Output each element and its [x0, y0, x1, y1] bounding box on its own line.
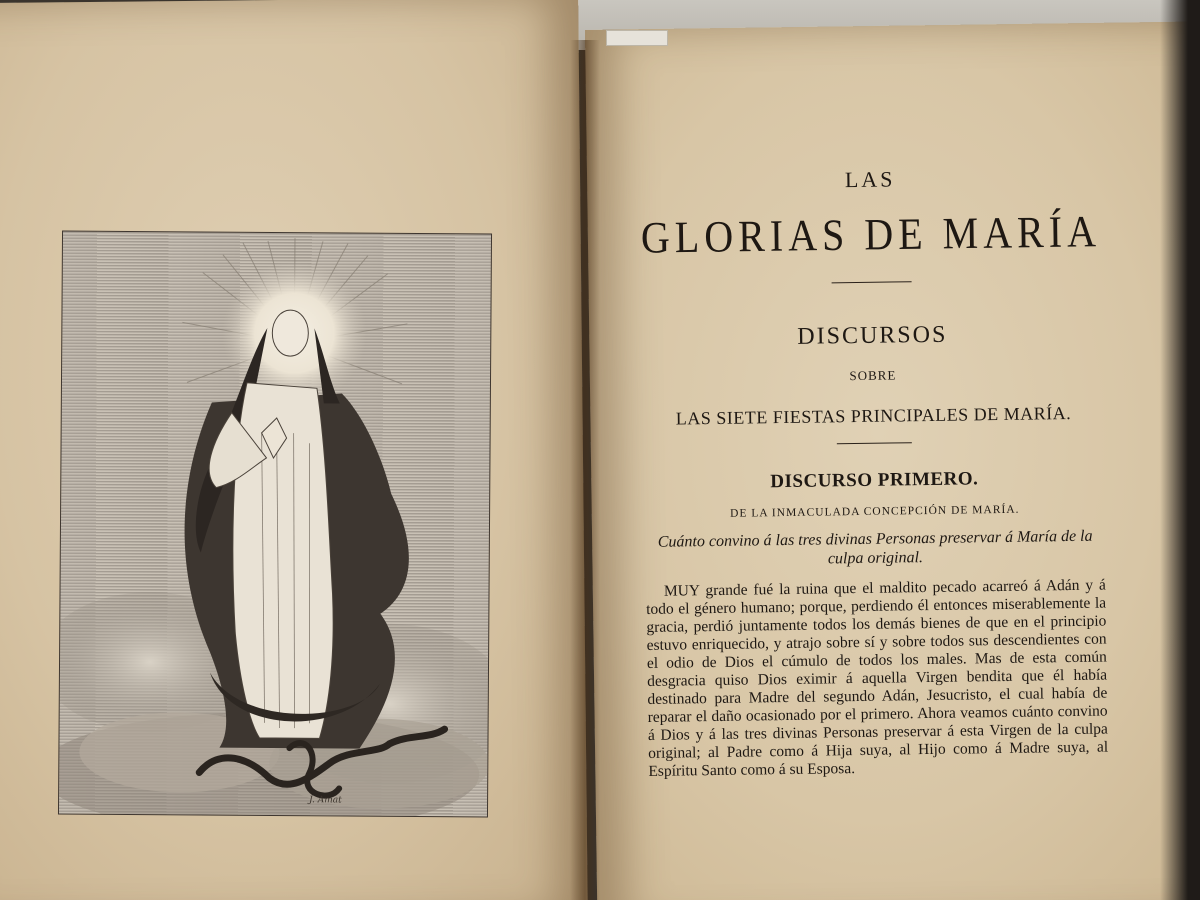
chapter-argument: Cuánto convino á las tres divinas Personas preservar á María de la culpa original.	[657, 527, 1093, 568]
book-title: GLORIAS DE MARÍA	[640, 205, 1102, 263]
divider	[832, 281, 912, 283]
virgin-mary-engraving-icon	[59, 232, 491, 817]
page-tab	[606, 30, 668, 46]
subheading: LAS SIETE FIESTAS PRINCIPALES DE MARÍA.	[675, 403, 1072, 429]
heading: DISCURSOS	[797, 321, 948, 350]
book-cover-edge	[1160, 0, 1200, 900]
divider	[836, 442, 911, 444]
title-page-text	[640, 164, 1108, 781]
book-gutter	[570, 40, 600, 900]
chapter-title: DISCURSO PRIMERO.	[770, 468, 979, 493]
engraving-signature: J. Amat	[309, 795, 342, 806]
virgin-mary-engraving	[58, 231, 492, 818]
title-small: LAS	[844, 166, 896, 193]
body-paragraph: MUY grande fué la ruina que el maldito pecado acarreó á Adán y á todo el género humano; porque, perdiendo él entonces miserablemente la gracia, perdió juntamente todos los demás bienes de que en el principio estuvo enriquecido, y atrajo sobre sí y sobre todos sus descendientes con el odio de Dios el cúmulo de todos los males. Mas de esta común desgracia quiso Dios eximir á aquella Virgen bendita que él había destinado para Madre del segundo Adán, Jesucristo, el cual había de reparar el daño ocasionado por el primero. Ahora veamos cuánto convino á Dios y á las tres divinas Personas preservar á esta Virgen de la culpa original; al Padre como á Hija suya, al Hijo como á Madre suya, al Espíritu Santo como á su Esposa.	[646, 576, 1109, 780]
connector: SOBRE	[849, 367, 897, 384]
chapter-subtitle: DE LA INMACULADA CONCEPCIÓN DE MARÍA.	[730, 503, 1020, 520]
